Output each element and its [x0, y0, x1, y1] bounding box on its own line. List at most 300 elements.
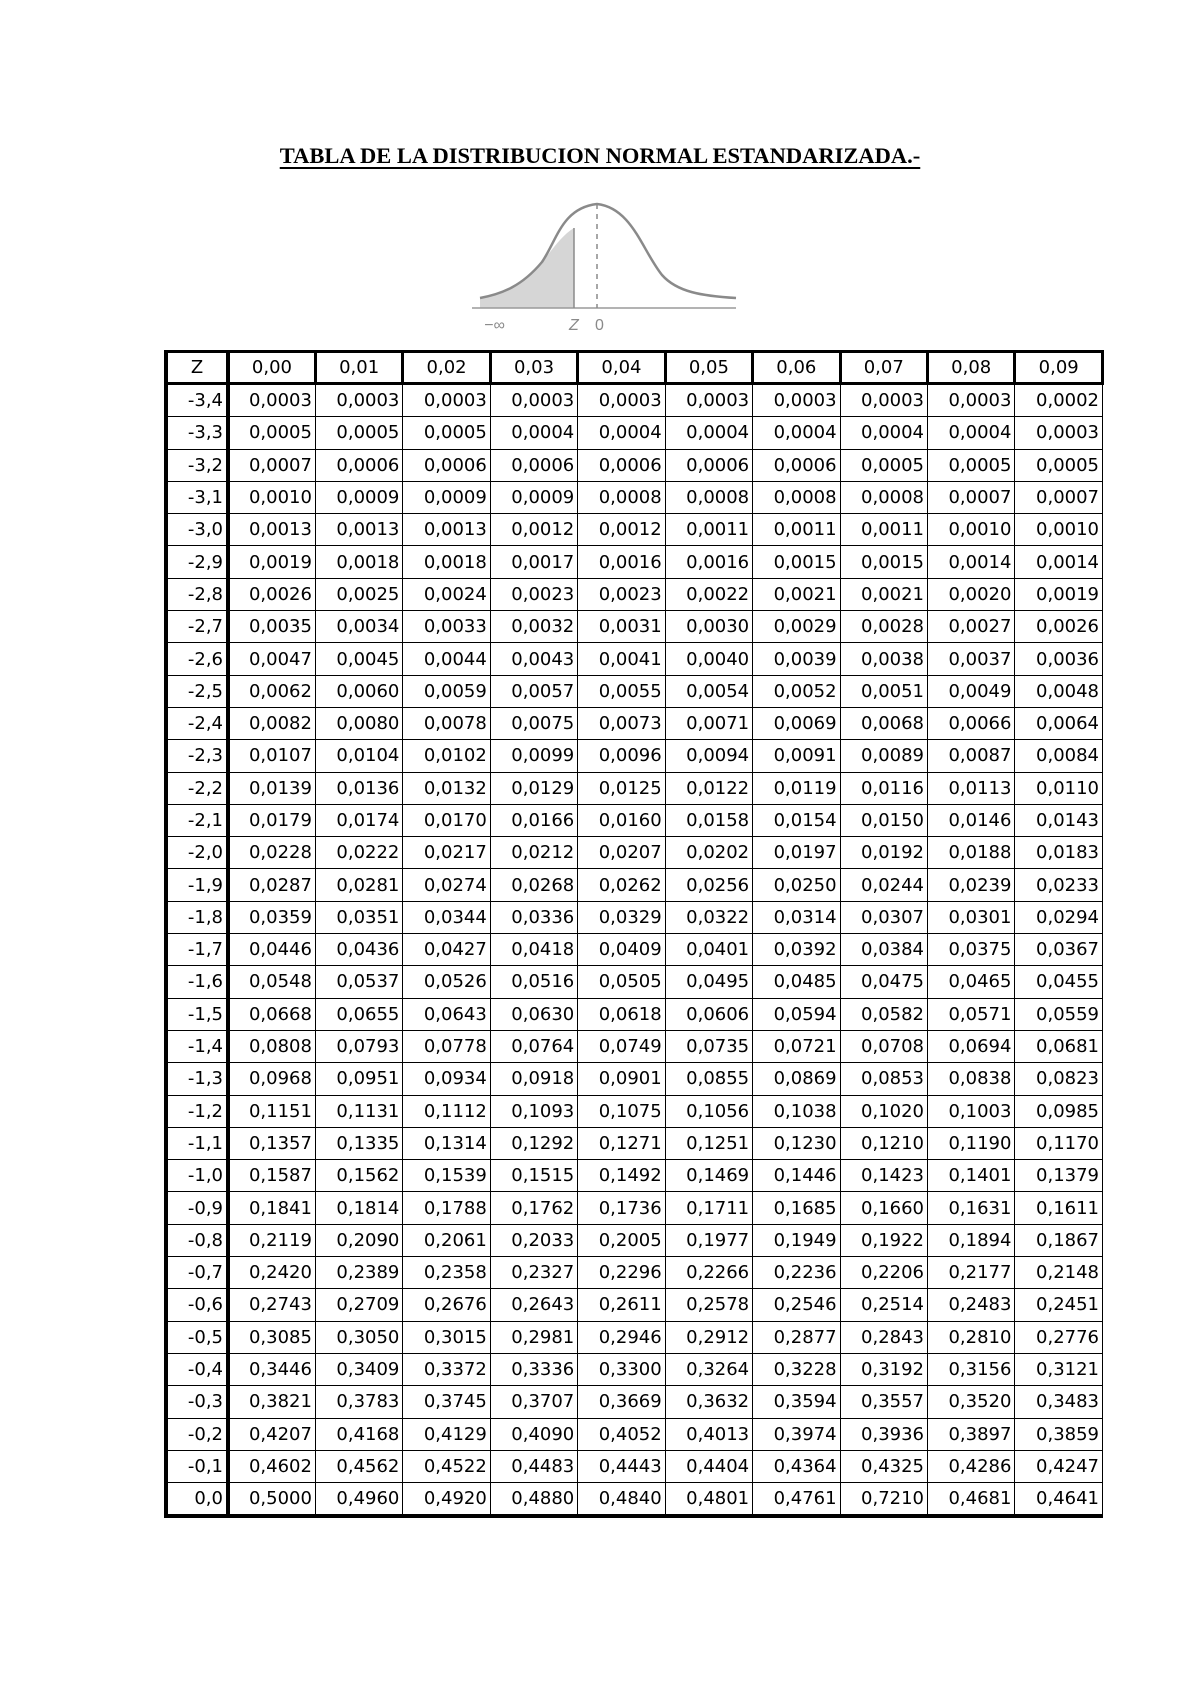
probability-cell: 0,0582 [840, 998, 927, 1030]
probability-cell: 0,0116 [840, 772, 927, 804]
probability-cell: 0,0080 [315, 707, 402, 739]
probability-cell: 0,0014 [1015, 546, 1103, 578]
probability-cell: 0,0183 [1015, 837, 1103, 869]
probability-cell: 0,2643 [490, 1289, 577, 1321]
z-value-cell: -0,6 [166, 1289, 228, 1321]
probability-cell: 0,0122 [665, 772, 752, 804]
probability-cell: 0,0294 [1015, 901, 1103, 933]
z-value-cell: -0,8 [166, 1224, 228, 1256]
probability-cell: 0,3520 [928, 1386, 1015, 1418]
probability-cell: 0,1112 [403, 1095, 490, 1127]
z-value-cell: -0,4 [166, 1353, 228, 1385]
table-row [166, 578, 1103, 610]
probability-cell: 0,0009 [403, 481, 490, 513]
z-value-cell: -1,6 [166, 966, 228, 998]
probability-cell: 0,0005 [315, 417, 402, 449]
probability-cell: 0,0060 [315, 675, 402, 707]
probability-cell: 0,0985 [1015, 1095, 1103, 1127]
table-row [166, 1160, 1103, 1192]
probability-cell: 0,0034 [315, 611, 402, 643]
probability-cell: 0,0202 [665, 837, 752, 869]
probability-cell: 0,0013 [403, 514, 490, 546]
table-row [166, 1289, 1103, 1321]
probability-cell: 0,0307 [840, 901, 927, 933]
z-label: Z [569, 317, 579, 334]
probability-cell: 0,0853 [840, 1063, 927, 1095]
probability-cell: 0,1292 [490, 1127, 577, 1159]
table-row [166, 384, 1103, 417]
probability-cell: 0,2514 [840, 1289, 927, 1321]
probability-cell: 0,0003 [1015, 417, 1103, 449]
probability-cell: 0,0048 [1015, 675, 1103, 707]
probability-cell: 0,0052 [753, 675, 840, 707]
probability-cell: 0,0031 [578, 611, 665, 643]
probability-cell: 0,0212 [490, 837, 577, 869]
probability-cell: 0,0102 [403, 740, 490, 772]
probability-cell: 0,0026 [1015, 611, 1103, 643]
probability-cell: 0,0505 [578, 966, 665, 998]
probability-cell: 0,0005 [228, 417, 315, 449]
probability-cell: 0,0066 [928, 707, 1015, 739]
probability-cell: 0,0008 [840, 481, 927, 513]
probability-cell: 0,0049 [928, 675, 1015, 707]
probability-cell: 0,0855 [665, 1063, 752, 1095]
z-value-cell: -1,5 [166, 998, 228, 1030]
probability-cell: 0,0033 [403, 611, 490, 643]
probability-cell: 0,2912 [665, 1321, 752, 1353]
probability-cell: 0,0154 [753, 804, 840, 836]
probability-cell: 0,0008 [665, 481, 752, 513]
table-row [166, 1127, 1103, 1159]
probability-cell: 0,0256 [665, 869, 752, 901]
probability-cell: 0,0384 [840, 934, 927, 966]
probability-cell: 0,0022 [665, 578, 752, 610]
probability-cell: 0,0011 [665, 514, 752, 546]
probability-cell: 0,0244 [840, 869, 927, 901]
probability-cell: 0,0146 [928, 804, 1015, 836]
bell-curve [480, 204, 736, 298]
z-value-cell: -1,1 [166, 1127, 228, 1159]
probability-cell: 0,0571 [928, 998, 1015, 1030]
probability-cell: 0,1210 [840, 1127, 927, 1159]
probability-cell: 0,3192 [840, 1353, 927, 1385]
z-value-cell: -2,5 [166, 675, 228, 707]
table-row [166, 1030, 1103, 1062]
probability-cell: 0,2005 [578, 1224, 665, 1256]
probability-cell: 0,0778 [403, 1030, 490, 1062]
probability-cell: 0,0132 [403, 772, 490, 804]
probability-cell: 0,1762 [490, 1192, 577, 1224]
probability-cell: 0,0113 [928, 772, 1015, 804]
probability-cell: 0,0618 [578, 998, 665, 1030]
z-value-cell: -1,2 [166, 1095, 228, 1127]
probability-cell: 0,2578 [665, 1289, 752, 1321]
probability-cell: 0,0008 [753, 481, 840, 513]
probability-cell: 0,3859 [1015, 1418, 1103, 1450]
probability-cell: 0,0024 [403, 578, 490, 610]
table-row [166, 514, 1103, 546]
probability-cell: 0,0035 [228, 611, 315, 643]
probability-cell: 0,0446 [228, 934, 315, 966]
probability-cell: 0,0019 [1015, 578, 1103, 610]
table-row [166, 837, 1103, 869]
probability-cell: 0,0099 [490, 740, 577, 772]
probability-cell: 0,1469 [665, 1160, 752, 1192]
probability-cell: 0,2296 [578, 1257, 665, 1289]
probability-cell: 0,0436 [315, 934, 402, 966]
probability-cell: 0,0078 [403, 707, 490, 739]
probability-cell: 0,4364 [753, 1450, 840, 1482]
probability-cell: 0,0643 [403, 998, 490, 1030]
probability-cell: 0,0548 [228, 966, 315, 998]
probability-cell: 0,2148 [1015, 1257, 1103, 1289]
probability-cell: 0,1446 [753, 1160, 840, 1192]
probability-cell: 0,0023 [490, 578, 577, 610]
probability-cell: 0,1492 [578, 1160, 665, 1192]
probability-cell: 0,0003 [490, 384, 577, 417]
z-table [164, 350, 1104, 1518]
probability-cell: 0,0006 [490, 449, 577, 481]
probability-cell: 0,1949 [753, 1224, 840, 1256]
probability-cell: 0,0465 [928, 966, 1015, 998]
probability-cell: 0,4052 [578, 1418, 665, 1450]
probability-cell: 0,0011 [753, 514, 840, 546]
probability-cell: 0,1814 [315, 1192, 402, 1224]
probability-cell: 0,0091 [753, 740, 840, 772]
z-value-cell: -3,3 [166, 417, 228, 449]
probability-cell: 0,0233 [1015, 869, 1103, 901]
probability-cell: 0,1020 [840, 1095, 927, 1127]
probability-cell: 0,3557 [840, 1386, 927, 1418]
table-row [166, 707, 1103, 739]
probability-cell: 0,0516 [490, 966, 577, 998]
z-value-cell: -2,9 [166, 546, 228, 578]
probability-cell: 0,2743 [228, 1289, 315, 1321]
probability-cell: 0,2981 [490, 1321, 577, 1353]
probability-cell: 0,0268 [490, 869, 577, 901]
probability-cell: 0,4247 [1015, 1450, 1103, 1482]
probability-cell: 0,4681 [928, 1483, 1015, 1517]
probability-cell: 0,0901 [578, 1063, 665, 1095]
probability-cell: 0,0735 [665, 1030, 752, 1062]
probability-cell: 0,0021 [753, 578, 840, 610]
probability-cell: 0,0027 [928, 611, 1015, 643]
table-row [166, 1321, 1103, 1353]
table-row [166, 934, 1103, 966]
z-value-cell: -1,7 [166, 934, 228, 966]
probability-cell: 0,3446 [228, 1353, 315, 1385]
column-header: 0,00 [228, 352, 315, 384]
probability-cell: 0,0455 [1015, 966, 1103, 998]
z-value-cell: -3,2 [166, 449, 228, 481]
probability-cell: 0,0055 [578, 675, 665, 707]
probability-cell: 0,1003 [928, 1095, 1015, 1127]
column-header: 0,07 [840, 352, 927, 384]
probability-cell: 0,1539 [403, 1160, 490, 1192]
probability-cell: 0,0015 [753, 546, 840, 578]
table-row [166, 1095, 1103, 1127]
probability-cell: 0,0040 [665, 643, 752, 675]
z-value-cell: 0,0 [166, 1483, 228, 1517]
probability-cell: 0,0082 [228, 707, 315, 739]
probability-cell: 0,0032 [490, 611, 577, 643]
probability-cell: 0,0003 [840, 384, 927, 417]
probability-cell: 0,0125 [578, 772, 665, 804]
probability-cell: 0,3745 [403, 1386, 490, 1418]
table-row [166, 1257, 1103, 1289]
table-row [166, 1418, 1103, 1450]
probability-cell: 0,0003 [315, 384, 402, 417]
probability-cell: 0,3372 [403, 1353, 490, 1385]
probability-cell: 0,0409 [578, 934, 665, 966]
z-value-cell: -2,6 [166, 643, 228, 675]
page-title-text: TABLA DE LA DISTRIBUCION NORMAL ESTANDARIZADA.- [279, 143, 921, 168]
probability-cell: 0,3483 [1015, 1386, 1103, 1418]
probability-cell: 0,0392 [753, 934, 840, 966]
probability-cell: 0,0110 [1015, 772, 1103, 804]
normal-curve-figure [462, 190, 742, 340]
z-value-cell: -1,4 [166, 1030, 228, 1062]
probability-cell: 0,0004 [490, 417, 577, 449]
probability-cell: 0,0069 [753, 707, 840, 739]
probability-cell: 0,0012 [490, 514, 577, 546]
probability-cell: 0,2090 [315, 1224, 402, 1256]
probability-cell: 0,1423 [840, 1160, 927, 1192]
probability-cell: 0,2776 [1015, 1321, 1103, 1353]
table-row [166, 1063, 1103, 1095]
probability-cell: 0,0537 [315, 966, 402, 998]
probability-cell: 0,1977 [665, 1224, 752, 1256]
probability-cell: 0,4090 [490, 1418, 577, 1450]
probability-cell: 0,0037 [928, 643, 1015, 675]
table-row [166, 643, 1103, 675]
probability-cell: 0,0139 [228, 772, 315, 804]
table-row [166, 901, 1103, 933]
probability-cell: 0,3336 [490, 1353, 577, 1385]
column-header: 0,05 [665, 352, 752, 384]
probability-cell: 0,0010 [228, 481, 315, 513]
probability-cell: 0,1251 [665, 1127, 752, 1159]
probability-cell: 0,0007 [928, 481, 1015, 513]
probability-cell: 0,4920 [403, 1483, 490, 1517]
probability-cell: 0,0014 [928, 546, 1015, 578]
probability-cell: 0,0262 [578, 869, 665, 901]
z-value-cell: -1,9 [166, 869, 228, 901]
probability-cell: 0,1190 [928, 1127, 1015, 1159]
probability-cell: 0,2327 [490, 1257, 577, 1289]
probability-cell: 0,0016 [578, 546, 665, 578]
z-value-cell: -2,3 [166, 740, 228, 772]
probability-cell: 0,3707 [490, 1386, 577, 1418]
probability-cell: 0,0059 [403, 675, 490, 707]
probability-cell: 0,0119 [753, 772, 840, 804]
probability-cell: 0,0934 [403, 1063, 490, 1095]
probability-cell: 0,1230 [753, 1127, 840, 1159]
probability-cell: 0,2546 [753, 1289, 840, 1321]
probability-cell: 0,0314 [753, 901, 840, 933]
probability-cell: 0,0018 [315, 546, 402, 578]
probability-cell: 0,0013 [315, 514, 402, 546]
probability-cell: 0,0006 [403, 449, 490, 481]
probability-cell: 0,0250 [753, 869, 840, 901]
probability-cell: 0,0007 [228, 449, 315, 481]
header-row [166, 352, 1103, 384]
probability-cell: 0,1038 [753, 1095, 840, 1127]
probability-cell: 0,0025 [315, 578, 402, 610]
probability-cell: 0,0018 [403, 546, 490, 578]
table-row [166, 546, 1103, 578]
probability-cell: 0,0228 [228, 837, 315, 869]
page-title [0, 143, 1200, 169]
probability-cell: 0,0107 [228, 740, 315, 772]
probability-cell: 0,4840 [578, 1483, 665, 1517]
probability-cell: 0,0668 [228, 998, 315, 1030]
probability-cell: 0,3015 [403, 1321, 490, 1353]
z-value-cell: -2,7 [166, 611, 228, 643]
probability-cell: 0,1093 [490, 1095, 577, 1127]
z-value-cell: -1,8 [166, 901, 228, 933]
probability-cell: 0,0630 [490, 998, 577, 1030]
probability-cell: 0,0838 [928, 1063, 1015, 1095]
z-value-cell: -0,2 [166, 1418, 228, 1450]
probability-cell: 0,3669 [578, 1386, 665, 1418]
probability-cell: 0,0143 [1015, 804, 1103, 836]
probability-cell: 0,4562 [315, 1450, 402, 1482]
probability-cell: 0,0336 [490, 901, 577, 933]
probability-cell: 0,0207 [578, 837, 665, 869]
probability-cell: 0,4761 [753, 1483, 840, 1517]
probability-cell: 0,0174 [315, 804, 402, 836]
zero-label: 0 [595, 317, 604, 334]
probability-cell: 0,0045 [315, 643, 402, 675]
probability-cell: 0,0281 [315, 869, 402, 901]
probability-cell: 0,3974 [753, 1418, 840, 1450]
table-row [166, 675, 1103, 707]
probability-cell: 0,2236 [753, 1257, 840, 1289]
probability-cell: 0,0057 [490, 675, 577, 707]
probability-cell: 0,0003 [403, 384, 490, 417]
probability-cell: 0,0136 [315, 772, 402, 804]
table-row [166, 966, 1103, 998]
probability-cell: 0,2033 [490, 1224, 577, 1256]
probability-cell: 0,0010 [928, 514, 1015, 546]
probability-cell: 0,2843 [840, 1321, 927, 1353]
column-header: 0,08 [928, 352, 1015, 384]
probability-cell: 0,2177 [928, 1257, 1015, 1289]
probability-cell: 0,4404 [665, 1450, 752, 1482]
probability-cell: 0,0721 [753, 1030, 840, 1062]
probability-cell: 0,3121 [1015, 1353, 1103, 1385]
probability-cell: 0,0005 [928, 449, 1015, 481]
probability-cell: 0,0351 [315, 901, 402, 933]
probability-cell: 0,2611 [578, 1289, 665, 1321]
probability-cell: 0,1841 [228, 1192, 315, 1224]
probability-cell: 0,0016 [665, 546, 752, 578]
probability-cell: 0,3085 [228, 1321, 315, 1353]
probability-cell: 0,3821 [228, 1386, 315, 1418]
probability-cell: 0,0068 [840, 707, 927, 739]
probability-cell: 0,0274 [403, 869, 490, 901]
table-row [166, 1353, 1103, 1385]
z-value-cell: -0,3 [166, 1386, 228, 1418]
probability-cell: 0,2206 [840, 1257, 927, 1289]
probability-cell: 0,0051 [840, 675, 927, 707]
probability-cell: 0,0004 [665, 417, 752, 449]
probability-cell: 0,4522 [403, 1450, 490, 1482]
probability-cell: 0,0062 [228, 675, 315, 707]
probability-cell: 0,0170 [403, 804, 490, 836]
probability-cell: 0,0375 [928, 934, 1015, 966]
probability-cell: 0,0039 [753, 643, 840, 675]
probability-cell: 0,0019 [228, 546, 315, 578]
probability-cell: 0,0104 [315, 740, 402, 772]
column-header: 0,01 [315, 352, 402, 384]
probability-cell: 0,1379 [1015, 1160, 1103, 1192]
probability-cell: 0,7210 [840, 1483, 927, 1517]
probability-cell: 0,0401 [665, 934, 752, 966]
probability-cell: 0,2709 [315, 1289, 402, 1321]
table-row [166, 417, 1103, 449]
table-row [166, 998, 1103, 1030]
probability-cell: 0,2389 [315, 1257, 402, 1289]
probability-cell: 0,0075 [490, 707, 577, 739]
probability-cell: 0,4443 [578, 1450, 665, 1482]
probability-cell: 0,0041 [578, 643, 665, 675]
probability-cell: 0,0089 [840, 740, 927, 772]
z-value-cell: -3,4 [166, 384, 228, 417]
probability-cell: 0,0044 [403, 643, 490, 675]
probability-cell: 0,2877 [753, 1321, 840, 1353]
probability-cell: 0,3632 [665, 1386, 752, 1418]
probability-cell: 0,1271 [578, 1127, 665, 1159]
probability-cell: 0,1075 [578, 1095, 665, 1127]
probability-cell: 0,0021 [840, 578, 927, 610]
probability-cell: 0,0010 [1015, 514, 1103, 546]
probability-cell: 0,2420 [228, 1257, 315, 1289]
probability-cell: 0,0559 [1015, 998, 1103, 1030]
probability-cell: 0,4013 [665, 1418, 752, 1450]
probability-cell: 0,2358 [403, 1257, 490, 1289]
z-value-cell: -0,5 [166, 1321, 228, 1353]
probability-cell: 0,0012 [578, 514, 665, 546]
probability-cell: 0,0023 [578, 578, 665, 610]
probability-cell: 0,4129 [403, 1418, 490, 1450]
probability-cell: 0,0043 [490, 643, 577, 675]
probability-cell: 0,1151 [228, 1095, 315, 1127]
probability-cell: 0,0006 [578, 449, 665, 481]
probability-cell: 0,0005 [403, 417, 490, 449]
column-header: 0,03 [490, 352, 577, 384]
table-row [166, 1450, 1103, 1482]
probability-cell: 0,4641 [1015, 1483, 1103, 1517]
probability-cell: 0,4325 [840, 1450, 927, 1482]
probability-cell: 0,0087 [928, 740, 1015, 772]
probability-cell: 0,3897 [928, 1418, 1015, 1450]
probability-cell: 0,0084 [1015, 740, 1103, 772]
probability-cell: 0,0003 [928, 384, 1015, 417]
probability-cell: 0,0005 [840, 449, 927, 481]
probability-cell: 0,0217 [403, 837, 490, 869]
table-row [166, 449, 1103, 481]
probability-cell: 0,1515 [490, 1160, 577, 1192]
probability-cell: 0,0009 [315, 481, 402, 513]
probability-cell: 0,2946 [578, 1321, 665, 1353]
probability-cell: 0,0017 [490, 546, 577, 578]
probability-cell: 0,0359 [228, 901, 315, 933]
probability-cell: 0,1611 [1015, 1192, 1103, 1224]
probability-cell: 0,0764 [490, 1030, 577, 1062]
z-value-cell: -3,0 [166, 514, 228, 546]
